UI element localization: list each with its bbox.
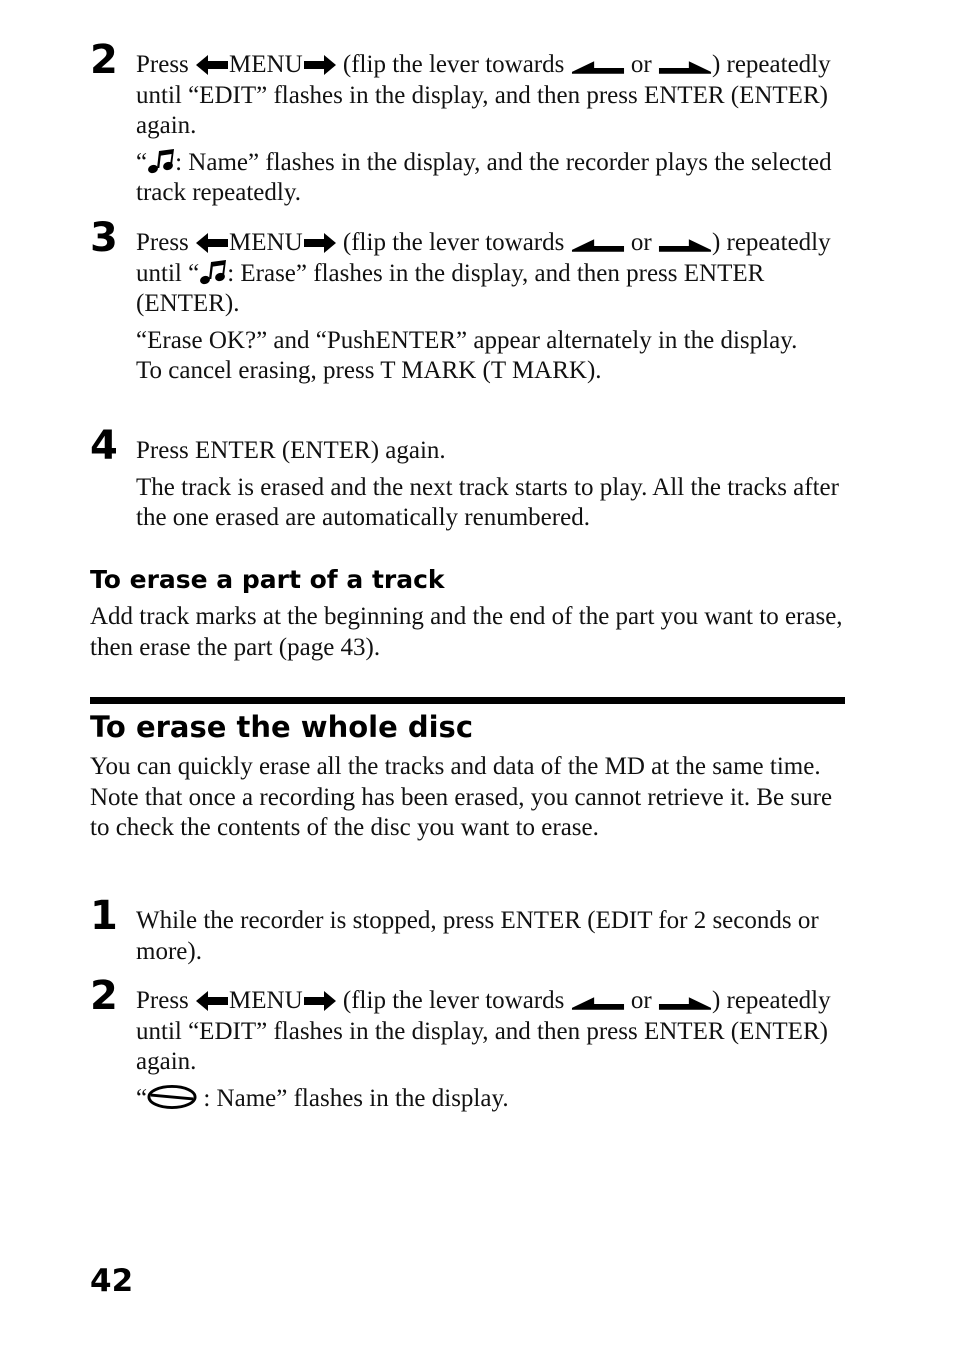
step-body xyxy=(136,228,850,387)
subsection-heading: To erase a part of a track xyxy=(90,565,445,594)
lever-left-icon xyxy=(571,238,625,254)
step-body xyxy=(136,50,850,209)
arrow-right-icon xyxy=(303,54,337,76)
step-3-erase xyxy=(90,215,850,387)
step-note-cancel: To cancel erasing, press T MARK (T MARK). xyxy=(136,357,602,384)
arrow-right-icon xyxy=(303,990,337,1012)
step-note: The track is erased and the next track starts to play. All the tracks after the one erased are automatically renumbered. xyxy=(136,473,839,531)
section-heading: To erase the whole disc xyxy=(90,710,474,744)
step-2-menu-edit xyxy=(90,37,850,209)
step-number: 1 xyxy=(90,893,118,939)
lever-right-icon xyxy=(658,60,712,76)
arrow-left-icon xyxy=(195,54,229,76)
arrow-left-icon xyxy=(195,232,229,254)
page-number: 42 xyxy=(90,1263,134,1299)
step-1-stop xyxy=(90,893,850,967)
step-instruction: Press ENTER (ENTER) again. xyxy=(136,437,446,464)
disc-icon xyxy=(147,1084,197,1110)
step-instruction: While the recorder is stopped, press ENTER (EDIT for 2 seconds or more). xyxy=(136,907,819,965)
music-note-icon xyxy=(147,148,175,174)
step-number: 4 xyxy=(90,423,118,469)
arrow-left-icon xyxy=(195,990,229,1012)
lever-right-icon xyxy=(658,996,712,1012)
step-number: 3 xyxy=(90,215,118,261)
step-body xyxy=(136,906,850,967)
music-note-icon xyxy=(199,259,227,285)
section-body: You can quickly erase all the tracks and data of the MD at the same time. Note that once a recording has been erased, you cannot retrieve it. Be sure to check the contents of the disc you want to erase. xyxy=(90,753,833,841)
section-divider xyxy=(90,697,845,704)
lever-left-icon xyxy=(571,996,625,1012)
arrow-right-icon xyxy=(303,232,337,254)
step-note: “ : Name” flashes in the display. xyxy=(136,1084,509,1112)
step-body xyxy=(136,986,850,1114)
step-instruction: Press MENU (flip the lever towards or ) repeatedly until “EDIT” flashes in the display, and then press ENTER (ENTER) again. xyxy=(136,51,831,139)
step-2-disc-edit xyxy=(90,973,850,1114)
subsection-body: Add track marks at the beginning and the end of the part you want to erase, then erase the part (page 43). xyxy=(90,603,843,661)
step-note: “Erase OK?” and “PushENTER” appear alternately in the display. xyxy=(136,326,798,354)
step-instruction: Press MENU (flip the lever towards or ) repeatedly until “ : Erase” flashes in the display, and then press ENTER (ENTER). xyxy=(136,229,831,317)
step-4-confirm xyxy=(90,423,850,534)
step-note: “ : Name” flashes in the display, and the recorder plays the selected track repeatedly. xyxy=(136,148,832,206)
step-body xyxy=(136,436,850,534)
step-instruction: Press MENU (flip the lever towards or ) repeatedly until “EDIT” flashes in the display, and then press ENTER (ENTER) again. xyxy=(136,987,831,1075)
step-number: 2 xyxy=(90,973,118,1019)
lever-left-icon xyxy=(571,60,625,76)
lever-right-icon xyxy=(658,238,712,254)
step-number: 2 xyxy=(90,37,118,83)
